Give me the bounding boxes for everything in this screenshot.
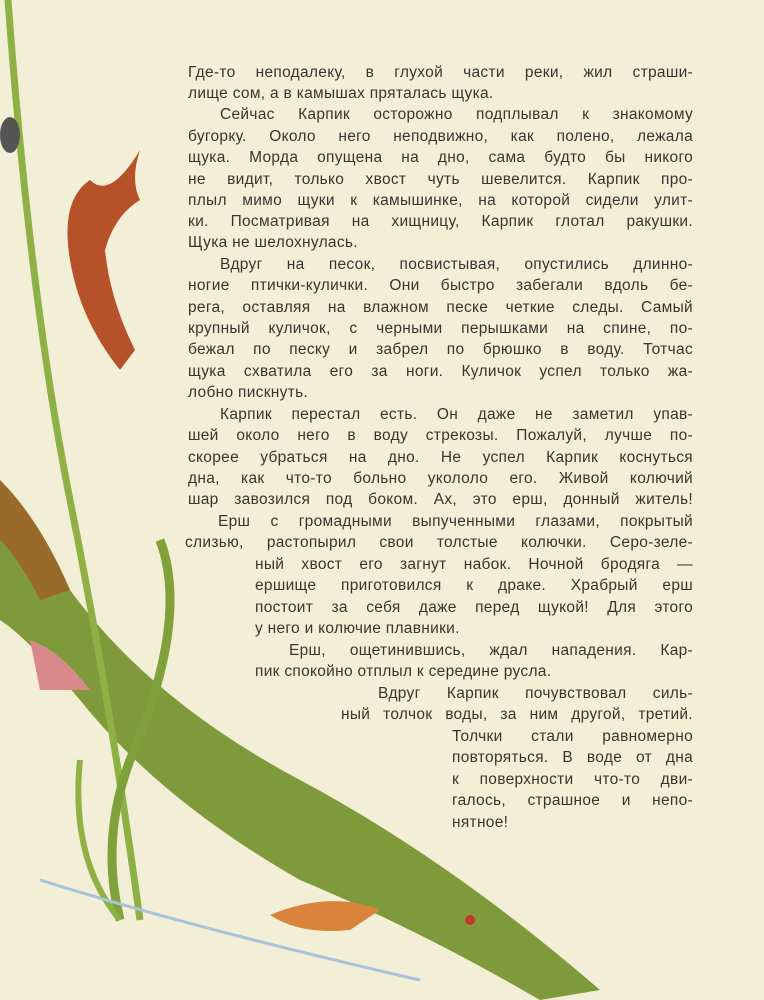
text-line: щука схватила его за ноги. Куличок успел только жа- (188, 363, 693, 380)
text-line: рега, оставляя на влажном песке четкие следы. Самый (188, 299, 693, 316)
text-line: к поверхности что-то дви- (452, 771, 693, 788)
text-line: Где-то неподалеку, в глухой части реки, жил страши- (188, 64, 693, 81)
text-line: Вдруг на песок, посвистывая, опустились длинно- (220, 256, 693, 273)
reed-illustration (0, 0, 170, 920)
text-line: ки. Посматривая на хищницу, Карпик глотал ракушки. (188, 213, 693, 230)
text-line: слизью, растопырил свои толстые колючки. Серо-зеле- (185, 534, 693, 551)
text-line: повторяться. В воде от дна (452, 749, 693, 766)
text-line: скорее убраться на дно. Не успел Карпик коснуться (188, 449, 693, 466)
text-line: нятное! (452, 814, 509, 831)
text-line: Вдруг Карпик почувствовал силь- (378, 685, 693, 702)
text-line: галось, страшное и непо- (452, 792, 693, 809)
text-line: Щука не шелохнулась. (188, 234, 358, 251)
text-line: постоит за себя даже перед щукой! Для этого (255, 599, 693, 616)
text-line: ногие птички-кулички. Они быстро забегали вдоль бе- (188, 277, 693, 294)
text-line: бугорку. Около него неподвижно, как полено, лежала (188, 128, 693, 145)
text-line: лище сом, а в камышах пряталась щука. (188, 85, 494, 102)
text-line: не видит, только хвост чуть шевелится. Карпик про- (188, 171, 693, 188)
text-line: ный хвост его загнут набок. Ночной бродяга — (255, 556, 693, 573)
text-line: Карпик перестал есть. Он даже не заметил упав- (220, 406, 693, 423)
text-line: Ерш, ощетинившись, ждал нападения. Кар- (289, 642, 693, 659)
text-line: дна, как что-то больно укололо его. Живой колючий (188, 470, 693, 487)
text-line: шей около него в воду стрекозы. Пожалуй, лучше по- (188, 427, 693, 444)
text-line: Ерш с громадными выпученными глазами, покрытый (218, 513, 693, 530)
text-line: ершище приготовился к драке. Храбрый ерш (255, 577, 693, 594)
text-line: бежал по песку и забрел по брюшко в воду. Тотчас (188, 341, 693, 358)
text-line: ный толчок воды, за ним другой, третий. (341, 706, 693, 723)
text-line: лобно пискнуть. (188, 384, 309, 401)
text-line: плыл мимо щуки к камышинке, на которой сидели улит- (188, 192, 693, 209)
text-line: пик спокойно отплыл к середине русла. (255, 663, 552, 680)
text-line: Толчки стали равномерно (452, 728, 693, 745)
text-line: шар завозился под боком. Ах, это ерш, донный житель! (188, 491, 693, 508)
text-line: крупный куличок, с черными перышками на спине, по- (188, 320, 693, 337)
text-line: Сейчас Карпик осторожно подплывал к знакомому (220, 106, 693, 123)
text-line: у него и колючие плавники. (255, 620, 460, 637)
snail-icon (0, 117, 20, 153)
pike-eye-icon (465, 915, 475, 925)
catfish-illustration (68, 150, 141, 370)
text-line: щука. Морда опущена на дно, сама будто бы никого (188, 149, 693, 166)
